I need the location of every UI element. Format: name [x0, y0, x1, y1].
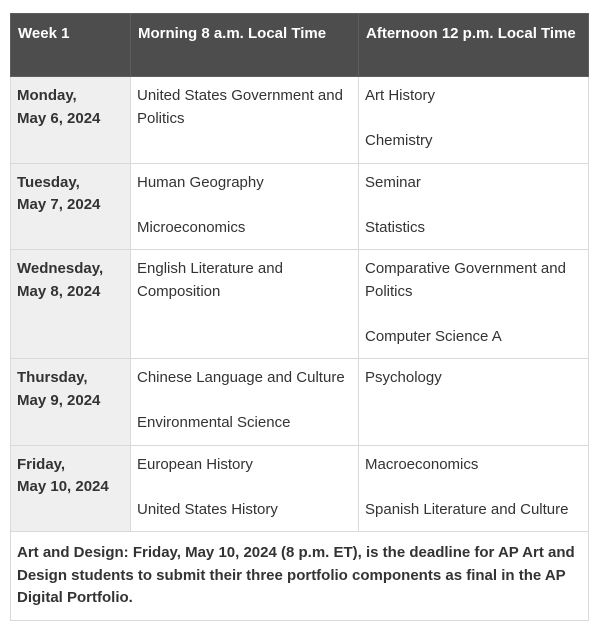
header-morning-line1: Morning 8 a.m.: [138, 25, 244, 42]
header-week: [11, 14, 131, 77]
day-name: Friday,: [17, 455, 66, 473]
day-date: May 6, 2024: [17, 109, 101, 127]
day-name: Tuesday,: [17, 173, 80, 191]
exam-name: Chemistry: [365, 132, 433, 149]
day-name: Thursday,: [17, 369, 88, 386]
header-week-label: Week 1: [18, 25, 70, 42]
morning-cell: [131, 250, 359, 359]
exam-name: Macroeconomics: [365, 455, 479, 473]
day-cell: [11, 163, 131, 250]
footer-row: [11, 532, 589, 621]
exam-schedule-table: [10, 13, 589, 621]
morning-cell: [131, 77, 359, 164]
afternoon-cell: [359, 445, 589, 532]
afternoon-cell: [359, 359, 589, 446]
day-name: Wednesday,: [17, 260, 104, 277]
day-cell: [11, 250, 131, 359]
table-row: [11, 163, 589, 250]
morning-cell: [131, 163, 359, 250]
header-morning-line2: Local Time: [248, 25, 327, 42]
art-design-label: Art and Design:: [17, 544, 129, 561]
exam-name: Art History: [365, 87, 436, 104]
exam-name: Seminar: [365, 173, 421, 191]
exam-name: United States History: [137, 500, 278, 518]
day-date: May 8, 2024: [17, 282, 101, 300]
schedule-body: [11, 77, 589, 532]
day-cell: [11, 445, 131, 532]
table-row: [11, 77, 589, 164]
exam-name: Environmental Science: [137, 414, 291, 431]
day-cell: [11, 77, 131, 164]
table-row: [11, 445, 589, 532]
day-date: May 7, 2024: [17, 196, 101, 213]
exam-name: Computer Science A: [365, 327, 502, 345]
exam-name: Statistics: [365, 218, 426, 236]
morning-cell: [131, 445, 359, 532]
exam-name: United States Government and Politics: [137, 87, 343, 127]
exam-name: Comparative Government and Politics: [365, 260, 566, 300]
header-afternoon-line1: Afternoon 12 p.m.: [366, 25, 494, 42]
day-cell: [11, 359, 131, 446]
afternoon-cell: [359, 163, 589, 250]
exam-name: Chinese Language and Culture: [137, 369, 345, 386]
art-design-text: Friday, May 10, 2024 (8 p.m. ET), is the deadline for AP Art and Design students to submit their three portfolio components as final in the AP Digital Portfolio.: [17, 544, 575, 606]
exam-name: European History: [137, 455, 253, 473]
table-row: [11, 359, 589, 446]
day-date: May 9, 2024: [17, 391, 101, 409]
art-design-note: [11, 532, 589, 621]
exam-name: English Literature and Composition: [137, 260, 283, 300]
afternoon-cell: [359, 77, 589, 164]
exam-name: Microeconomics: [137, 218, 246, 236]
day-name: Monday,: [17, 87, 77, 104]
afternoon-cell: [359, 250, 589, 359]
header-morning: [131, 14, 359, 77]
exam-name: Human Geography: [137, 173, 264, 191]
header-afternoon-line2: Local Time: [497, 25, 576, 42]
schedule-container: [10, 13, 588, 621]
exam-name: Psychology: [365, 369, 442, 386]
table-header-row: [11, 14, 589, 77]
header-afternoon: [359, 14, 589, 77]
morning-cell: [131, 359, 359, 446]
exam-name: Spanish Literature and Culture: [365, 500, 569, 518]
day-date: May 10, 2024: [17, 478, 109, 495]
table-row: [11, 250, 589, 359]
